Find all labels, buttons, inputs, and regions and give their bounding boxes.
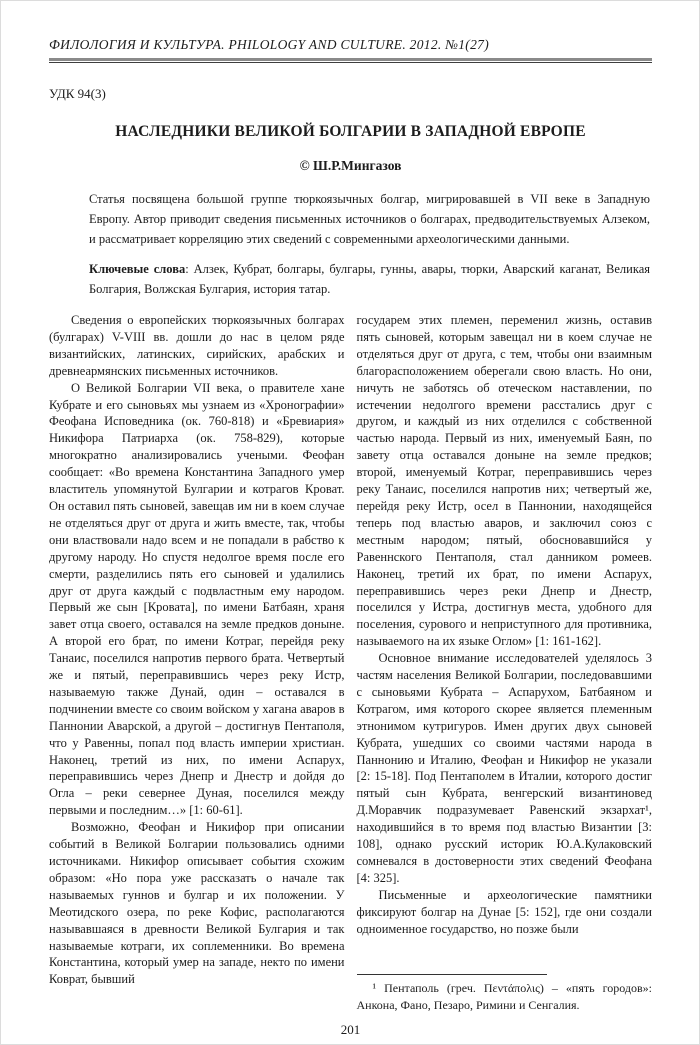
footnote-block bbox=[357, 974, 653, 1015]
journal-running-header: ФИЛОЛОГИЯ И КУЛЬТУРА. PHILOLOGY AND CULTURE. 2012. №1(27) bbox=[49, 37, 489, 52]
header-divider-rule bbox=[49, 58, 652, 63]
author-line: © Ш.Р.Мингазов bbox=[299, 158, 402, 173]
paragraph: Возможно, Феофан и Никифор при описании событий в Великой Болгарии пользовались одними источниками. Никифор описывает события схожим образом: «Но пора уже рассказать о начале так называемых гуннов и булгар и их положении. У Меотидского озера, по реке Кофис, располагаются называвшаяся в древности Великой Булгария и так называемые котраги, их соплеменники. Во времена Константина, который умер на западе, некто по имени Коврат, бывший bbox=[49, 820, 345, 987]
abstract-text: Статья посвящена большой группе тюркоязычных болгар, мигрировавшей в VII веке в Западную Европу. Автор приводит сведения письменных источников о болгарах, предводительствуемых Алзеком, и рассматривает корреляцию этих сведений с современными археологическими данными. bbox=[89, 192, 650, 246]
body-left-column bbox=[49, 312, 345, 1015]
article-title: НАСЛЕДНИКИ ВЕЛИКОЙ БОЛГАРИИ В ЗАПАДНОЙ ЕВРОПЕ bbox=[115, 123, 586, 140]
footnote-text: ¹ Пентаполь (греч. Πεντάπολις) – «пять городов»: Анкона, Фано, Пезаро, Римини и Сенгалия. bbox=[356, 981, 652, 1012]
keywords-label: Ключевые слова bbox=[89, 262, 186, 276]
page-number: 201 bbox=[340, 1022, 361, 1037]
udk-code: УДК 94(3) bbox=[49, 86, 106, 101]
paragraph: О Великой Болгарии VII века, о правителе хане Кубрате и его сыновьях мы узнаем из «Хронографии» Феофана Исповедника (ок. 760-818) и «Бревиария» Никифора Патриарха (ок. 758-829), которые многократно анализировались учеными. Феофан сообщает: «Во времена Константина Западного умер властитель упомянутой Булгарии и котрагов Кроват. Он оставил пять сыновей, завещав им ни в коем случае не отделяться друг от друга и жить вместе, так, чтобы они властвовали надо всем и не попадали в рабство к другому народу. Но спустя недолгое время после его смерти, разделились пять его сыновей и удалились друг от друга каждый с подвластным ему народом. Первый же сын [Кровата], по имени Батбаян, храня завет отца своего, оставался на земле предков доныне. А второй его брат, по имени Котраг, перейдя реку Танаис, поселился напротив первого брата. Четвертый же и пятый, переправившись через реку Истр, называемую также Дунай, один – оставался в подчинении вместе со своим войском у хагана аваров в Паннонии Аварской, а другой – достигнув Пентаполя, что у Равенны, попал под власть империи христиан. Наконец, третий из них, по имени Аспарух, переправившись через Днепр и Днестр и дойдя до Огла – реки севернее Дуная, поселился между первыми и последним…» [1: 60-61]. bbox=[49, 380, 345, 818]
body-right-column bbox=[357, 312, 653, 1015]
keywords-block bbox=[89, 259, 650, 299]
footnote-divider-rule bbox=[357, 974, 547, 975]
paragraph: Сведения о европейских тюркоязычных болгарах (булгарах) V-VIII вв. дошли до нас в целом ряде византийских, латинских, сирийских, арабских и древнеармянских письменных источников. bbox=[49, 313, 345, 378]
keywords-text: : Алзек, Кубрат, болгары, булгары, гунны, авары, тюрки, Аварский каганат, Великая Болгария, Волжская Булгария, история татар. bbox=[89, 262, 651, 296]
paragraph: Основное внимание исследователей уделялось 3 частям населения Великой Болгарии, последовавшими с сыновьями Кубрата – Аспарухом, Батбаяном и Котрагом, имя которого скорее является племенным этнонимом кутригуров. Имен других двух сыновей Кубрата, ушедших со своими частями народа в Паннонию и Италию, Феофан и Никифор не указали [2: 15-18]. Под Пентаполем в Италии, которого достиг пятый сын Кубрата, венгерский византиновед Д.Моравчик подразумевает Равенский экзархат¹, находившийся в то время под властью Византии [3: 108], однако русский историк Ю.А.Кулаковский сомневался в достоверности этих сведений Феофана [4: 325]. bbox=[356, 651, 652, 885]
paragraph: государем этих племен, переменил жизнь, оставив пять сыновей, которым завещал ни в коем случае не отделяться друг от друга, с тем, чтобы они взаимным благорасположением оберегали свою власть. Но они, ничуть не заботясь об отеческом наставлении, по истечении недолгого времени расстались друг с другом, и каждый из них отделился с собственной частью народа. Первый из них, именуемый Баян, по завету отца оставался доныне на земле предков; второй, именуемый Котраг, переправившись через реку Танаис, поселился напротив них; четвертый же, перейдя реку Истр, осел в Паннонии, находящейся теперь под властью аваров, и заключил союз с местным народом; пятый, обосновавшийся у Равеннского Пентаполя, стал данником ромеев. Наконец, третий их брат, по имени Аспарух, переправившись через реки Днепр и Днестр, поселился у Истра, достигнув места, удобного для поселения, сурового и неприступного для противника, называемого на их языке Оглом» [1: 161-162]. bbox=[356, 313, 652, 649]
article-body bbox=[49, 312, 652, 1015]
paragraph: Письменные и археологические памятники фиксируют болгар на Дунае [5: 152], где они создали одноименное государство, но позже были bbox=[356, 887, 652, 936]
